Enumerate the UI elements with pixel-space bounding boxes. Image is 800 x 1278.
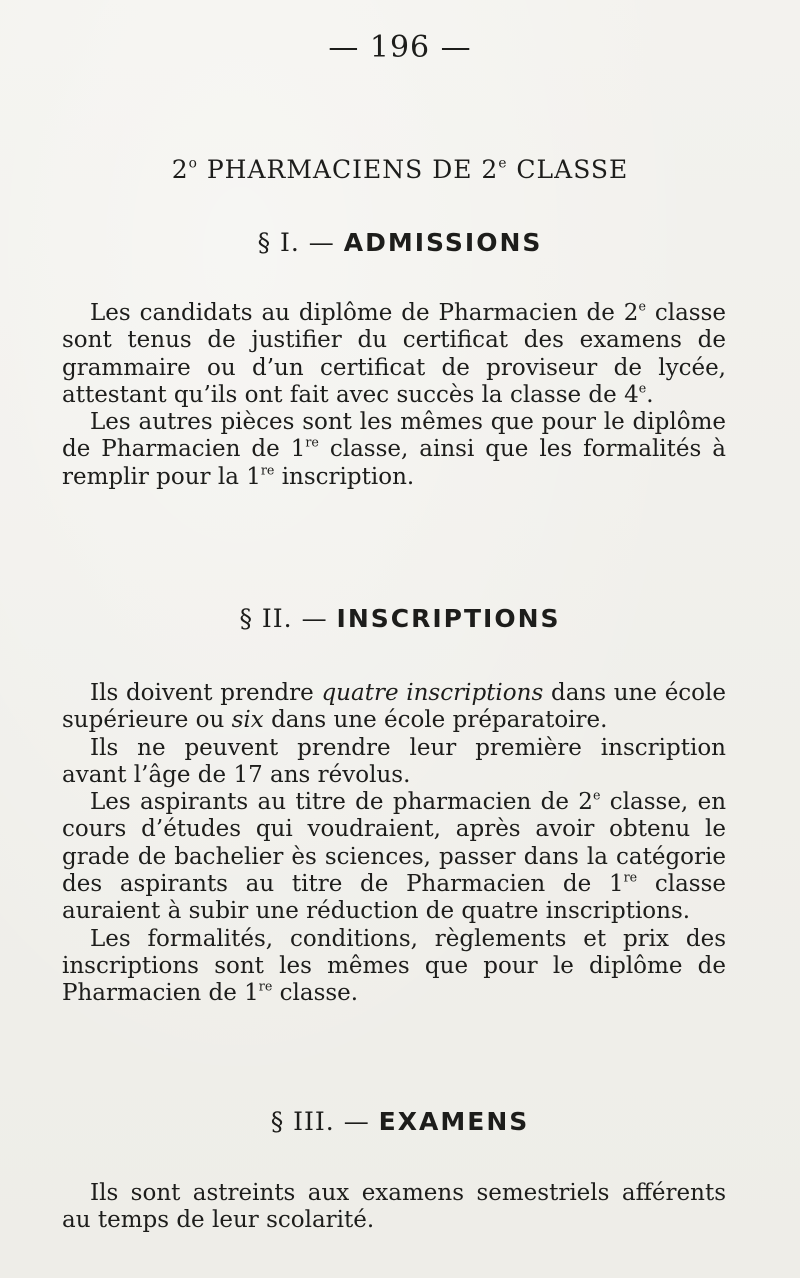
section-heading-examens — [0, 1107, 800, 1136]
section-body-inscriptions — [62, 680, 726, 1008]
text-run: classe sont tenus de justifier du certificat des examens de grammaire ou d’un certificat de proviseur de lycée, attestant qu’ils ont fait avec succès la classe de 4 — [62, 300, 726, 408]
text-run: Les formalités, conditions, règlements et prix des inscriptions sont les mêmes que pour le diplôme de Pharmacien de 1 — [62, 925, 726, 1007]
title-prefix: 2 — [171, 155, 189, 184]
section-body-admissions — [62, 300, 726, 491]
paragraph: Ils ne peuvent prendre leur première inscription avant l’âge de 17 ans révolus. — [62, 734, 726, 788]
text-run: classe. — [272, 980, 359, 1007]
superscript: re — [260, 462, 275, 478]
superscript: re — [623, 869, 638, 885]
text-run: Ils doivent prendre — [90, 680, 322, 706]
chapter-title — [0, 155, 800, 184]
text-run: Les candidats au diplôme de Pharmacien de 2 — [90, 300, 639, 326]
section-name: EXAMENS — [378, 1107, 530, 1136]
section-mark: § I. — [257, 228, 300, 257]
paragraph: Ils sont astreints aux examens semestriels afférents au temps de leur scolarité. — [62, 1180, 726, 1234]
text-run: . — [646, 381, 654, 408]
section-heading-admissions — [0, 228, 800, 257]
superscript: e — [592, 787, 601, 803]
section-name: INSCRIPTIONS — [336, 604, 561, 633]
paragraph — [62, 789, 726, 925]
paragraph — [62, 680, 726, 735]
text-run: Les autres pièces sont les mêmes que pour le diplôme de Pharmacien de 1 — [62, 409, 726, 463]
section-dash: — — [334, 1107, 379, 1136]
section-heading-inscriptions — [0, 604, 800, 633]
section-mark: § II. — [239, 604, 293, 633]
superscript: e — [638, 298, 646, 314]
title-prefix-sup: o — [188, 155, 198, 172]
superscript: re — [305, 435, 319, 450]
section-dash: — — [299, 228, 344, 257]
emphasis: quatre inscriptions — [321, 680, 544, 706]
superscript: re — [258, 978, 273, 994]
text-run: inscription. — [274, 463, 415, 490]
section-mark: § III. — [270, 1107, 335, 1136]
section-name: ADMISSIONS — [343, 228, 543, 257]
paragraph — [62, 409, 726, 491]
paragraph — [62, 926, 726, 1008]
emphasis: six — [231, 707, 264, 734]
section-body-examens — [62, 1180, 726, 1235]
title-mid-sup: e — [498, 155, 508, 172]
paragraph — [62, 300, 726, 409]
text-run: classe auraient à subir une réduction de quatre inscriptions. — [62, 871, 726, 925]
superscript: e — [638, 380, 647, 396]
text-run: classe, ainsi que les formalités à remplir pour la 1 — [62, 436, 726, 490]
text-run: Les aspirants au titre de pharmacien de 2 — [90, 789, 593, 816]
title-suffix: CLASSE — [507, 155, 629, 184]
text-run: classe, en cours d’études qui voudraient, après avoir obtenu le grade de bachelier ès sciences, passer dans la catégorie des aspirants au titre de Pharmacien de 1 — [62, 789, 727, 898]
section-dash: — — [292, 604, 337, 633]
text-run: dans une école préparatoire. — [263, 707, 608, 734]
text-run: dans une école supérieure ou — [62, 680, 727, 734]
page-number: — 196 — — [328, 30, 472, 65]
title-mid: PHARMACIENS DE 2 — [197, 155, 499, 184]
